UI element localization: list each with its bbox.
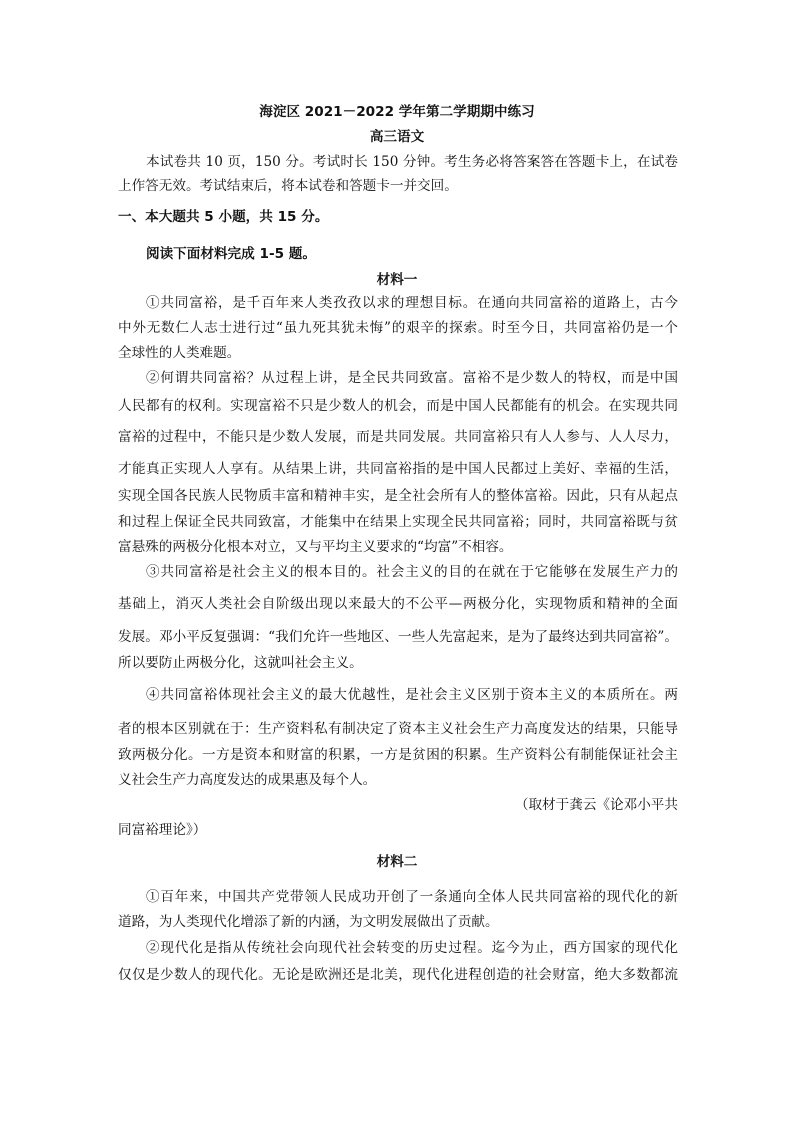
- material-one-title: 材料一: [376, 272, 418, 288]
- material-one-line: 实现全国各民族人民物质丰富和精神丰实，是全社会所有人的整体富裕。因此，只有从起点: [118, 488, 678, 504]
- material-one-line: 者的根本区别就在于：生产资料私有制决定了资本主义社会生产力高度发达的结果，只能导: [118, 721, 678, 737]
- material-one-line: 和过程上保证全民共同致富，才能集中在结果上实现全民共同富裕；同时，共同富裕既与贫: [118, 514, 678, 530]
- material-one-line: 致两极分化。一方是资本和财富的积累，一方是贫困的积累。生产资料公有制能保证社会主: [118, 747, 678, 763]
- material-one-line: 中外无数仁人志士进行过“虽九死其犹未悔”的艰辛的探索。时至今日，共同富裕仍是一个: [118, 320, 678, 336]
- instruction-line-1: 本试卷共 10 页，150 分。考试时长 150 分钟。考生务必将答案答在答题卡上，在试卷: [146, 154, 678, 170]
- material-one-line: ②何谓共同富裕？从过程上讲，是全民共同致富。富裕不是少数人的特权，而是中国: [146, 370, 678, 386]
- material-one-source: （取材于龚云《论邓小平共: [514, 797, 678, 813]
- material-one-line: ①共同富裕，是千百年来人类孜孜以求的理想目标。在通向共同富裕的道路上，古今: [146, 295, 678, 311]
- material-two-title: 材料二: [376, 854, 418, 870]
- exam-subject: 高三语文: [369, 129, 425, 145]
- material-one-line: 全球性的人类难题。: [118, 345, 241, 361]
- material-one-line: 富裕的过程中，不能只是少数人发展，而是共同发展。共同富裕只有人人参与、人人尽力，: [118, 429, 678, 445]
- material-one-line: ③共同富裕是社会主义的根本目的。社会主义的目的在就在于它能够在发展生产力的: [146, 564, 678, 580]
- material-two-line: ②现代化是指从传统社会向现代社会转变的历史过程。迄今为止，西方国家的现代化: [146, 940, 678, 956]
- instruction-line-2: 上作答无效。考试结束后，将本试卷和答题卡一并交回。: [118, 178, 458, 194]
- material-one-line: 所以要防止两极分化，这就叫社会主义。: [118, 655, 363, 671]
- material-two-line: ①百年来，中国共产党带领人民成功开创了一条通向全体人民共同富裕的现代化的新: [146, 889, 678, 905]
- material-one-line: 义社会生产力高度发达的成果惠及每个人。: [118, 772, 377, 788]
- material-one-line: 发展。邓小平反复强调：“我们允许一些地区、一些人先富起来，是为了最终达到共同富裕”。: [118, 629, 678, 645]
- material-one-line: 人民都有的权利。实现富裕不只是少数人的机会，而是中国人民都能有的机会。在实现共同: [118, 398, 678, 414]
- material-one-line: 才能真正实现人人享有。从结果上讲，共同富裕指的是中国人民都过上美好、幸福的生活，: [118, 461, 678, 477]
- material-one-line: 基础上，消灭人类社会自阶级出现以来最大的不公平—两极分化，实现物质和精神的全面: [118, 596, 678, 612]
- material-one-line: ④共同富裕体现社会主义的最大优越性，是社会主义区别于资本主义的本质所在。两: [146, 687, 678, 703]
- section-intro: 阅读下面材料完成 1-5 题。: [146, 246, 316, 262]
- material-one-line: 富悬殊的两极分化根本对立，又与平均主义要求的“均富”不相容。: [118, 539, 513, 555]
- exam-title: 海淀区 2021－2022 学年第二学期期中练习: [259, 104, 535, 120]
- section-heading: 一、本大题共 5 小题，共 15 分。: [118, 209, 329, 225]
- material-one-source-continued: 同富裕理论》）: [118, 822, 207, 838]
- material-two-line: 仅仅是少数人的现代化。无论是欧洲还是北美，现代化进程创造的社会财富，绝大多数都流: [118, 967, 678, 983]
- material-two-line: 道路，为人类现代化增添了新的内涵，为文明发展做出了贡献。: [118, 914, 499, 930]
